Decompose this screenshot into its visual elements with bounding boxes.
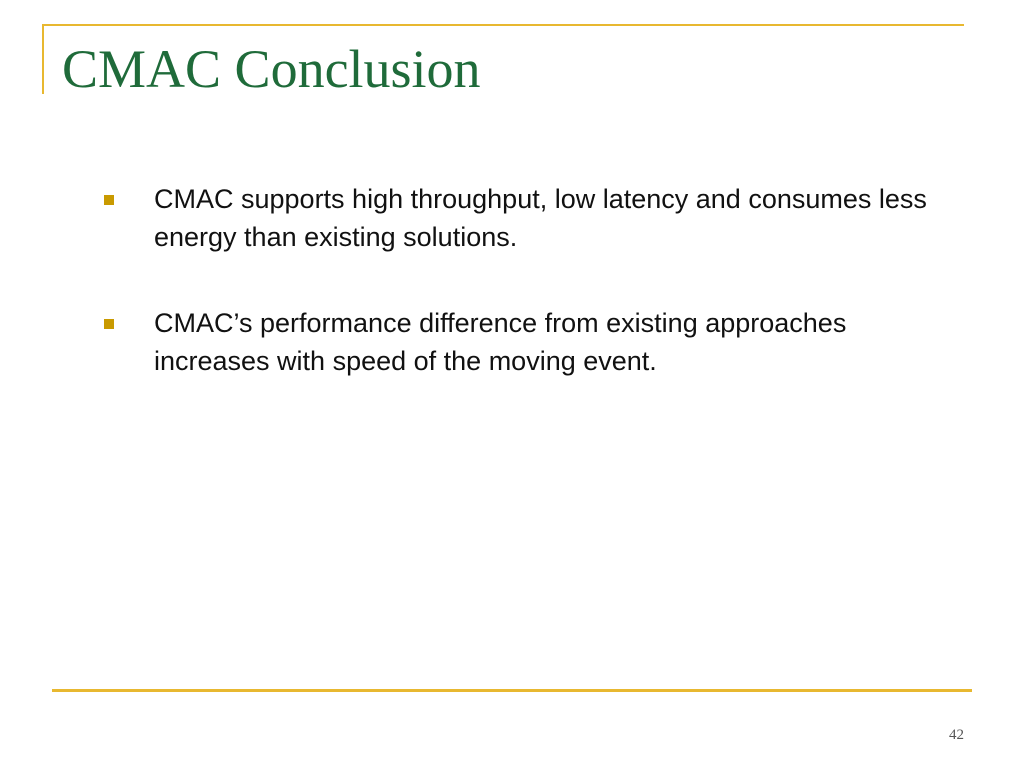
bullet-item xyxy=(104,304,944,380)
footer-divider xyxy=(52,689,972,692)
page-number: 42 xyxy=(949,727,964,743)
square-bullet-icon xyxy=(104,195,114,205)
bullet-item xyxy=(104,180,944,256)
bullet-text: CMAC supports high throughput, low latency and consumes less energy than existing solutions. xyxy=(154,184,927,252)
bullet-text: CMAC’s performance difference from existing approaches increases with speed of the moving event. xyxy=(154,308,847,376)
frame-top-line xyxy=(42,24,964,26)
bullet-list xyxy=(104,180,944,428)
slide-title: CMAC Conclusion xyxy=(62,39,481,99)
frame-left-line xyxy=(42,24,44,94)
square-bullet-icon xyxy=(104,319,114,329)
